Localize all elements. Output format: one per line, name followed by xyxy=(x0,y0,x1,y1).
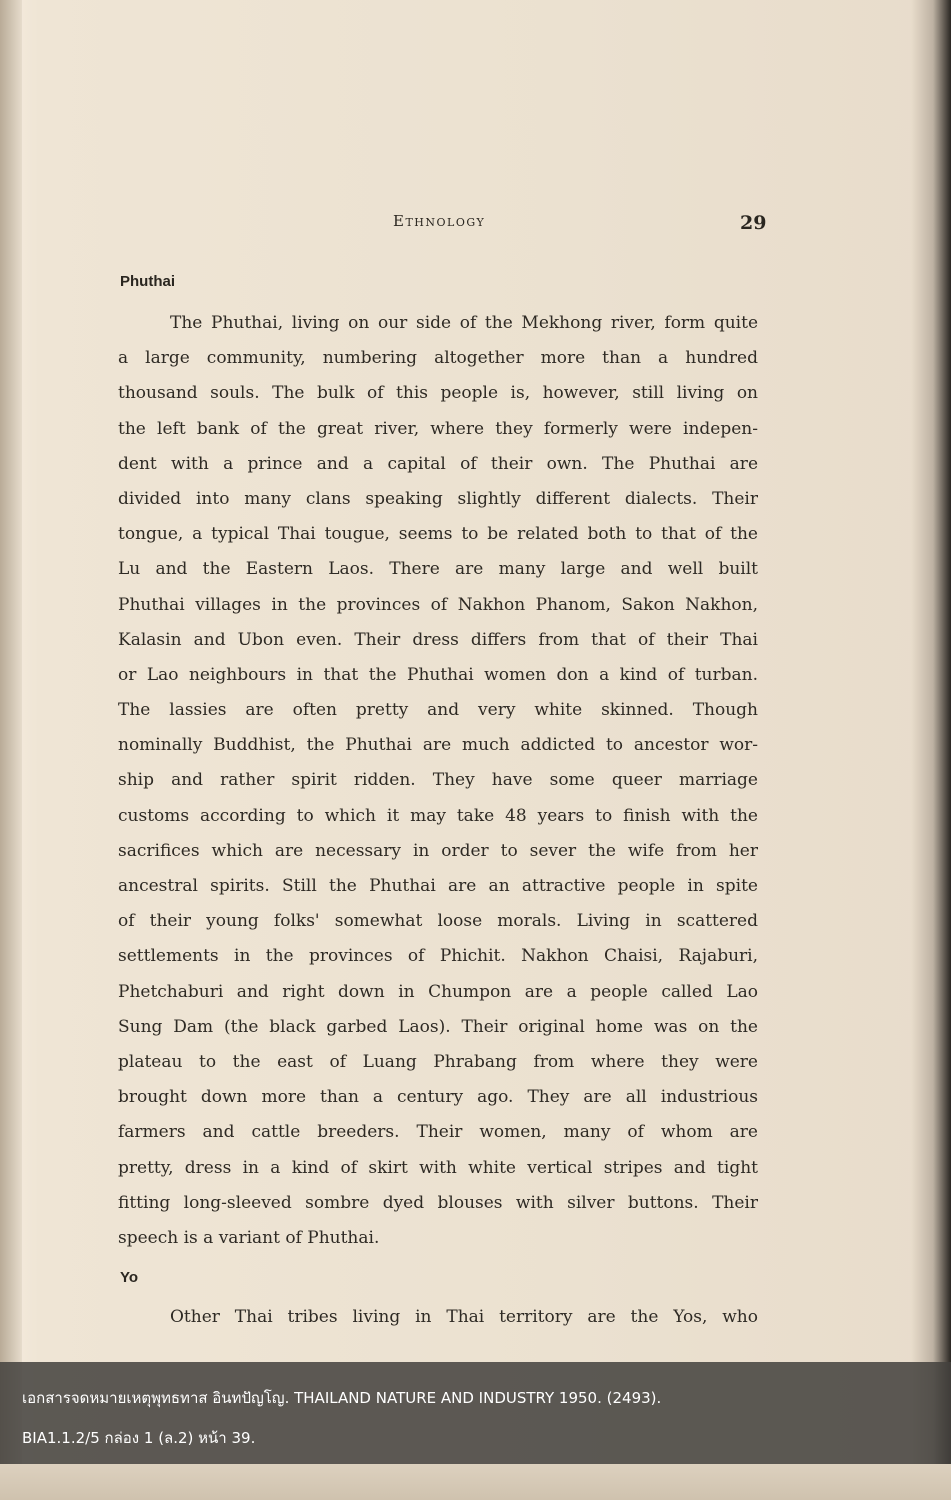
text-line: divided into many clans speaking slightly different dialects. Their xyxy=(118,488,758,509)
text-line: Lu and the Eastern Laos. There are many large and well built xyxy=(118,559,758,580)
text-line: Phuthai villages in the provinces of Nakhon Phanom, Sakon Nakhon, xyxy=(118,594,758,615)
text-line: a large community, numbering altogether more than a hundred xyxy=(118,348,758,369)
text-line: tongue, a typical Thai tougue, seems to be related both to that of the xyxy=(118,524,758,545)
text-line: pretty, dress in a kind of skirt with white vertical stripes and tight xyxy=(118,1157,758,1178)
text-line: ancestral spirits. Still the Phuthai are an attractive people in spite xyxy=(118,876,758,896)
text-line: Phetchaburi and right down in Chumpon are a people called Lao xyxy=(118,981,758,1002)
section-heading-yo: Yo xyxy=(120,1269,139,1286)
caption-line-1: เอกสารจดหมายเหตุพุทธทาส อินทปัญโญ. THAILAND NATURE AND INDUSTRY 1950. (2493). xyxy=(22,1389,662,1407)
text-line: nominally Buddhist, the Phuthai are much addicted to ancestor wor- xyxy=(118,735,758,756)
page-number: 29 xyxy=(740,212,767,234)
text-line: of their young folks' somewhat loose morals. Living in scattered xyxy=(118,911,758,932)
text-line: brought down more than a century ago. They are all industrious xyxy=(118,1087,758,1108)
page-bottom-margin xyxy=(0,1464,951,1500)
text-line: Sung Dam (the black garbed Laos). Their original home was on the xyxy=(118,1016,758,1037)
text-line: speech is a variant of Phuthai. xyxy=(118,1227,380,1248)
caption-line-2: BIA1.1.2/5 กล่อง 1 (ล.2) หน้า 39. xyxy=(22,1429,256,1447)
paragraph-yo xyxy=(118,1300,758,1335)
section-heading-phuthai: Phuthai xyxy=(120,273,175,290)
text-line: farmers and cattle breeders. Their women, many of whom are xyxy=(118,1122,758,1143)
text-line: fitting long-sleeved sombre dyed blouses with silver buttons. Their xyxy=(118,1192,758,1213)
text-line: Other Thai tribes living in Thai territory are the Yos, who xyxy=(170,1307,758,1327)
text-line: plateau to the east of Luang Phrabang from where they were xyxy=(118,1051,758,1072)
text-line: The Phuthai, living on our side of the Mekhong river, form quite xyxy=(170,313,758,333)
text-line: settlements in the provinces of Phichit. Nakhon Chaisi, Rajaburi, xyxy=(118,946,758,967)
paragraph-phuthai xyxy=(118,306,758,1256)
text-line: or Lao neighbours in that the Phuthai women don a kind of turban. xyxy=(118,664,758,685)
text-line: customs according to which it may take 48 years to finish with the xyxy=(118,805,758,826)
text-line: dent with a prince and a capital of their own. The Phuthai are xyxy=(118,453,758,474)
archive-caption-bar xyxy=(0,1362,951,1464)
text-line: The lassies are often pretty and very white skinned. Though xyxy=(118,700,758,721)
running-head: Ethnology xyxy=(393,212,486,230)
text-line: the left bank of the great river, where they formerly were indepen- xyxy=(118,418,758,439)
text-line: thousand souls. The bulk of this people is, however, still living on xyxy=(118,383,758,404)
text-line: ship and rather spirit ridden. They have some queer marriage xyxy=(118,770,758,791)
text-line: sacrifices which are necessary in order to sever the wife from her xyxy=(118,840,758,861)
text-line: Kalasin and Ubon even. Their dress differs from that of their Thai xyxy=(118,629,758,650)
page-header xyxy=(0,212,951,240)
